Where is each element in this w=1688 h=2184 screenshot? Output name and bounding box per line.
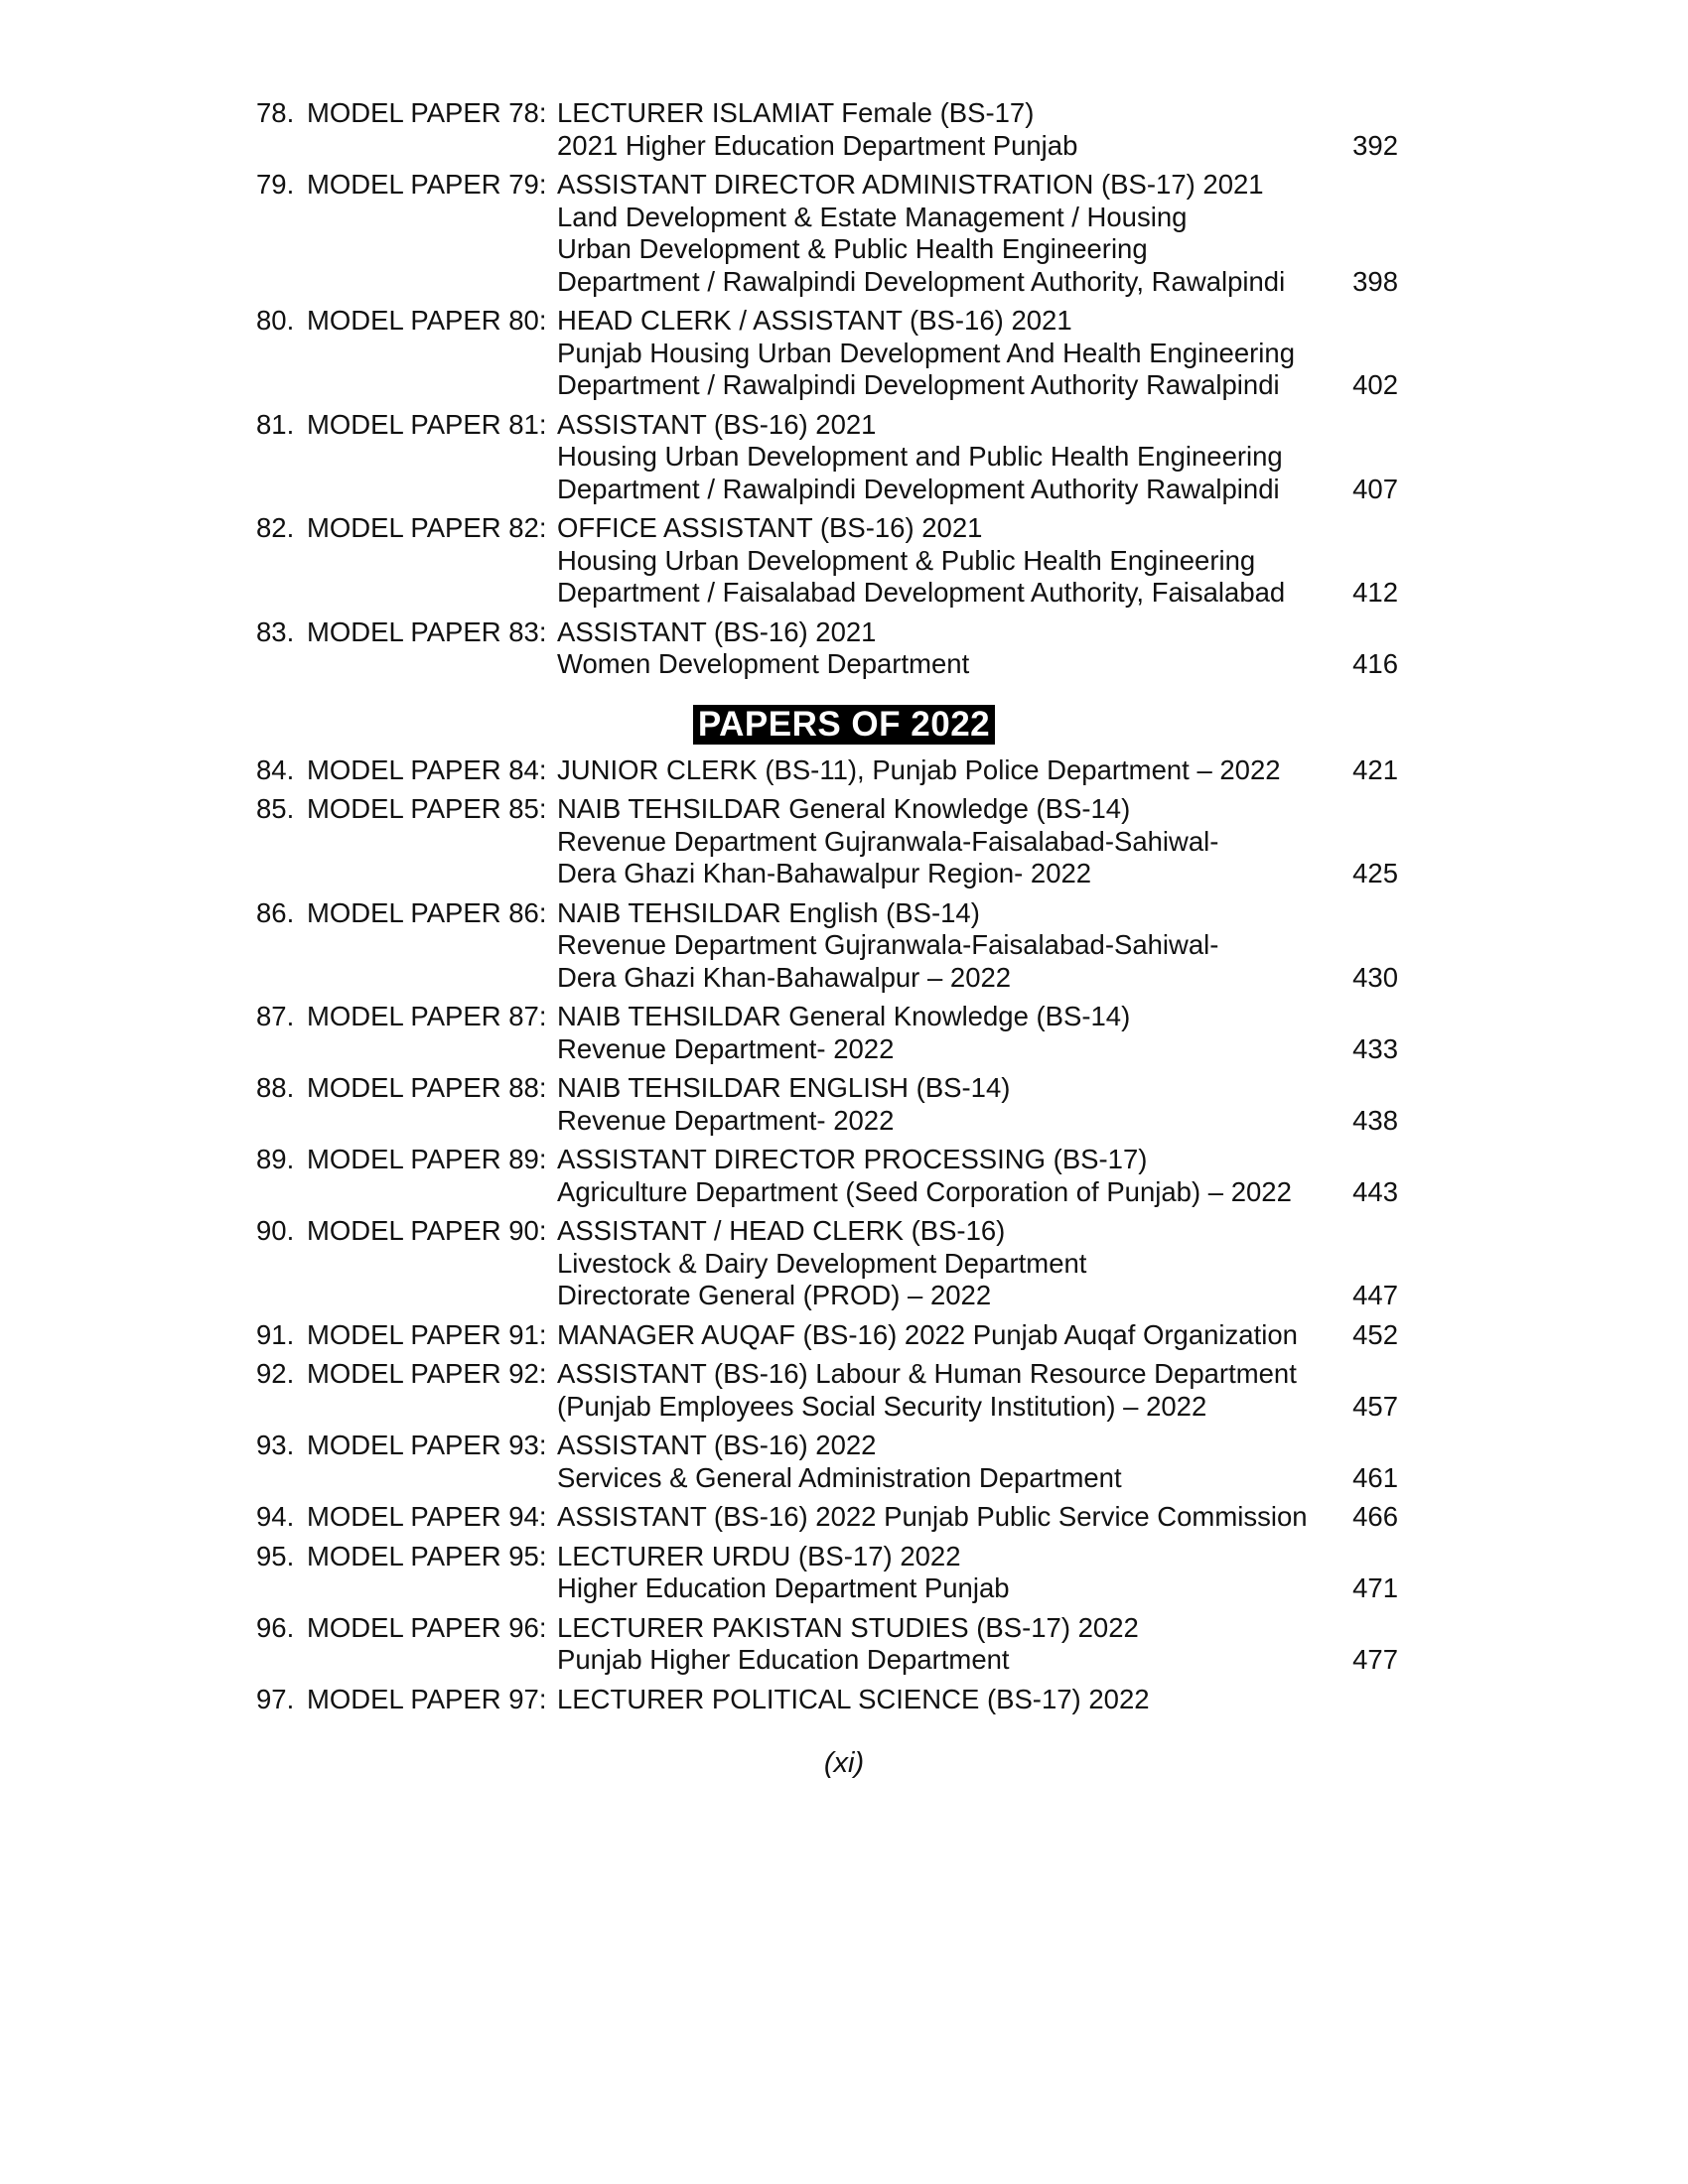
entries-2021 xyxy=(0,97,1688,681)
entry-number: 93. xyxy=(256,1430,295,1460)
entry-number: 81. xyxy=(256,408,295,440)
entry-title-line: Services & General Administration Department xyxy=(557,1461,1122,1493)
entry-title-line: Department / Rawalpindi Development Authority Rawalpindi xyxy=(557,473,1280,504)
entry-page-number: 392 xyxy=(1352,129,1398,161)
entry-title-line: Revenue Department- 2022 xyxy=(557,1032,895,1064)
entry-label: MODEL PAPER 84: xyxy=(307,753,547,785)
entry-number: 82. xyxy=(256,512,295,543)
section-heading-text: PAPERS OF 2022 xyxy=(693,705,995,745)
entry-title xyxy=(557,512,1332,610)
entry-number: 78. xyxy=(256,97,295,128)
entry-page-number: 452 xyxy=(1352,1318,1398,1350)
entry-title-line: 2021 Higher Education Department Punjab xyxy=(557,129,1078,161)
entry-page-number: 466 xyxy=(1352,1501,1398,1532)
entry-title-line: JUNIOR CLERK (BS-11), Punjab Police Department – 2022 xyxy=(557,753,1281,785)
entry-title xyxy=(557,1358,1332,1423)
table-of-contents xyxy=(0,97,1688,1722)
entry-title-line: OFFICE ASSISTANT (BS-16) 2021 xyxy=(557,512,983,543)
toc-entry xyxy=(0,616,1688,681)
toc-entry xyxy=(0,305,1688,402)
entry-page-number: 425 xyxy=(1352,858,1398,888)
entry-title-line: Land Development & Estate Management / Housing xyxy=(557,201,1188,232)
entry-title xyxy=(557,616,1332,681)
page-number: (xi) xyxy=(823,1747,865,1779)
entry-title-line: ASSISTANT (BS-16) 2022 Punjab Public Service Commission xyxy=(557,1501,1308,1532)
entry-title-line: ASSISTANT DIRECTOR PROCESSING (BS-17) xyxy=(557,1144,1148,1174)
entry-title-line: Punjab Higher Education Department xyxy=(557,1644,1010,1675)
entry-title-line: HEAD CLERK / ASSISTANT (BS-16) 2021 xyxy=(557,305,1072,336)
entry-page-number: 412 xyxy=(1352,577,1398,608)
entry-number: 83. xyxy=(256,615,295,647)
entry-page-number: 398 xyxy=(1352,265,1398,297)
entry-page-number: 471 xyxy=(1352,1572,1398,1603)
entry-title xyxy=(557,754,1332,787)
entry-number: 87. xyxy=(256,1001,295,1031)
entry-title-line: Dera Ghazi Khan-Bahawalpur Region- 2022 xyxy=(557,858,1092,888)
entry-title-line: Revenue Department- 2022 xyxy=(557,1104,895,1136)
entry-page-number: 457 xyxy=(1352,1390,1398,1422)
entry-title-line: (Punjab Employees Social Security Institution) – 2022 xyxy=(557,1390,1207,1422)
entry-label: MODEL PAPER 92: xyxy=(307,1358,547,1389)
entry-label: MODEL PAPER 78: xyxy=(307,97,547,128)
entry-title-line: ASSISTANT DIRECTOR ADMINISTRATION (BS-17) 2021 xyxy=(557,169,1264,200)
toc-entry xyxy=(0,1072,1688,1137)
entry-label: MODEL PAPER 94: xyxy=(307,1501,547,1532)
entry-title-line: Punjab Housing Urban Development And Health Engineering xyxy=(557,337,1295,368)
entry-number: 88. xyxy=(256,1072,295,1103)
toc-entry xyxy=(0,1684,1688,1716)
entry-title xyxy=(557,897,1332,995)
entry-title-line: LECTURER URDU (BS-17) 2022 xyxy=(557,1540,961,1571)
entry-label: MODEL PAPER 85: xyxy=(307,793,547,824)
entry-title-line: ASSISTANT (BS-16) 2022 xyxy=(557,1430,877,1460)
entry-page-number: 433 xyxy=(1352,1032,1398,1064)
entry-label: MODEL PAPER 86: xyxy=(307,896,547,928)
entry-number: 91. xyxy=(256,1318,295,1350)
entry-title-line: LECTURER ISLAMIAT Female (BS-17) xyxy=(557,97,1035,128)
toc-entry xyxy=(0,1612,1688,1677)
entry-title-line: NAIB TEHSILDAR ENGLISH (BS-14) xyxy=(557,1072,1011,1103)
entry-page-number: 438 xyxy=(1352,1104,1398,1136)
entry-title-line: NAIB TEHSILDAR General Knowledge (BS-14) xyxy=(557,1001,1131,1031)
entry-label: MODEL PAPER 83: xyxy=(307,615,547,647)
toc-entry xyxy=(0,1358,1688,1423)
toc-entry xyxy=(0,1501,1688,1534)
toc-entry xyxy=(0,897,1688,995)
entry-label: MODEL PAPER 96: xyxy=(307,1611,547,1643)
entry-page-number: 421 xyxy=(1352,753,1398,785)
entry-title xyxy=(557,1501,1332,1534)
toc-entry xyxy=(0,169,1688,298)
entry-label: MODEL PAPER 90: xyxy=(307,1215,547,1246)
entry-label: MODEL PAPER 87: xyxy=(307,1001,547,1031)
entry-page-number: 430 xyxy=(1352,961,1398,993)
entry-label: MODEL PAPER 82: xyxy=(307,512,547,543)
entry-title-line: ASSISTANT (BS-16) Labour & Human Resource Department xyxy=(557,1358,1297,1389)
entry-title-line: NAIB TEHSILDAR English (BS-14) xyxy=(557,896,980,928)
entry-title-line: Livestock & Dairy Development Department xyxy=(557,1247,1087,1279)
entry-number: 86. xyxy=(256,896,295,928)
entry-label: MODEL PAPER 80: xyxy=(307,305,547,336)
entry-number: 94. xyxy=(256,1501,295,1532)
entry-title-line: Department / Rawalpindi Development Authority Rawalpindi xyxy=(557,369,1280,400)
entry-number: 95. xyxy=(256,1540,295,1571)
entry-title-line: Department / Faisalabad Development Authority, Faisalabad xyxy=(557,577,1286,608)
toc-entry xyxy=(0,1144,1688,1208)
entry-label: MODEL PAPER 81: xyxy=(307,408,547,440)
entry-title-line: Higher Education Department Punjab xyxy=(557,1572,1010,1603)
entry-page-number: 447 xyxy=(1352,1280,1398,1310)
entry-label: MODEL PAPER 97: xyxy=(307,1683,547,1714)
entry-title xyxy=(557,97,1332,162)
entry-number: 79. xyxy=(256,169,295,200)
entry-title xyxy=(557,305,1332,402)
entry-title-line: ASSISTANT / HEAD CLERK (BS-16) xyxy=(557,1215,1006,1246)
entry-title-line: LECTURER PAKISTAN STUDIES (BS-17) 2022 xyxy=(557,1611,1139,1643)
entry-label: MODEL PAPER 91: xyxy=(307,1318,547,1350)
entry-title-line: Directorate General (PROD) – 2022 xyxy=(557,1280,992,1310)
toc-entry xyxy=(0,1430,1688,1494)
toc-entry xyxy=(0,97,1688,162)
entry-number: 92. xyxy=(256,1358,295,1389)
entry-title xyxy=(557,1215,1332,1312)
toc-entry xyxy=(0,1215,1688,1312)
entry-title-line: Dera Ghazi Khan-Bahawalpur – 2022 xyxy=(557,961,1012,993)
entry-title-line: Women Development Department xyxy=(557,648,970,679)
entry-title-line: NAIB TEHSILDAR General Knowledge (BS-14) xyxy=(557,793,1131,824)
entry-number: 97. xyxy=(256,1683,295,1714)
entry-title-line: ASSISTANT (BS-16) 2021 xyxy=(557,615,877,647)
entry-number: 85. xyxy=(256,793,295,824)
entry-label: MODEL PAPER 93: xyxy=(307,1430,547,1460)
entry-page-number: 407 xyxy=(1352,473,1398,504)
entry-title xyxy=(557,1430,1332,1494)
entry-label: MODEL PAPER 95: xyxy=(307,1540,547,1571)
entry-title-line: MANAGER AUQAF (BS-16) 2022 Punjab Auqaf Organization xyxy=(557,1318,1298,1350)
toc-entry xyxy=(0,1001,1688,1065)
entry-title xyxy=(557,793,1332,890)
entry-title-line: Housing Urban Development & Public Health Engineering xyxy=(557,544,1256,576)
entry-page-number: 402 xyxy=(1352,369,1398,400)
entry-number: 84. xyxy=(256,753,295,785)
entry-page-number: 416 xyxy=(1352,648,1398,679)
section-heading xyxy=(0,705,1688,745)
entry-title xyxy=(557,409,1332,506)
entry-title xyxy=(557,1144,1332,1208)
entry-number: 89. xyxy=(256,1144,295,1174)
entries-2022 xyxy=(0,754,1688,1716)
entry-title xyxy=(557,1319,1332,1352)
entry-title xyxy=(557,1001,1332,1065)
entry-label: MODEL PAPER 88: xyxy=(307,1072,547,1103)
entry-title-line: Agriculture Department (Seed Corporation of Punjab) – 2022 xyxy=(557,1175,1292,1207)
entry-title-line: Urban Development & Public Health Engineering xyxy=(557,233,1148,264)
entry-title xyxy=(557,1684,1332,1716)
entry-title-line: Revenue Department Gujranwala-Faisalabad-Sahiwal- xyxy=(557,825,1219,857)
toc-entry xyxy=(0,1541,1688,1605)
entry-label: MODEL PAPER 89: xyxy=(307,1144,547,1174)
entry-page-number: 477 xyxy=(1352,1644,1398,1675)
entry-number: 96. xyxy=(256,1611,295,1643)
toc-entry xyxy=(0,409,1688,506)
entry-title-line: LECTURER POLITICAL SCIENCE (BS-17) 2022 xyxy=(557,1683,1150,1714)
entry-page-number: 443 xyxy=(1352,1175,1398,1207)
entry-number: 80. xyxy=(256,305,295,336)
entry-title-line: ASSISTANT (BS-16) 2021 xyxy=(557,408,877,440)
entry-page-number: 461 xyxy=(1352,1461,1398,1493)
toc-entry xyxy=(0,512,1688,610)
entry-title xyxy=(557,1541,1332,1605)
toc-entry xyxy=(0,1319,1688,1352)
entry-title-line: Housing Urban Development and Public Health Engineering xyxy=(557,441,1283,472)
entry-number: 90. xyxy=(256,1215,295,1246)
entry-title xyxy=(557,169,1332,298)
entry-title-line: Department / Rawalpindi Development Authority, Rawalpindi xyxy=(557,265,1286,297)
entry-title xyxy=(557,1072,1332,1137)
entry-label: MODEL PAPER 79: xyxy=(307,169,547,200)
toc-entry xyxy=(0,754,1688,787)
entry-title-line: Revenue Department Gujranwala-Faisalabad-Sahiwal- xyxy=(557,929,1219,960)
entry-title xyxy=(557,1612,1332,1677)
toc-entry xyxy=(0,793,1688,890)
